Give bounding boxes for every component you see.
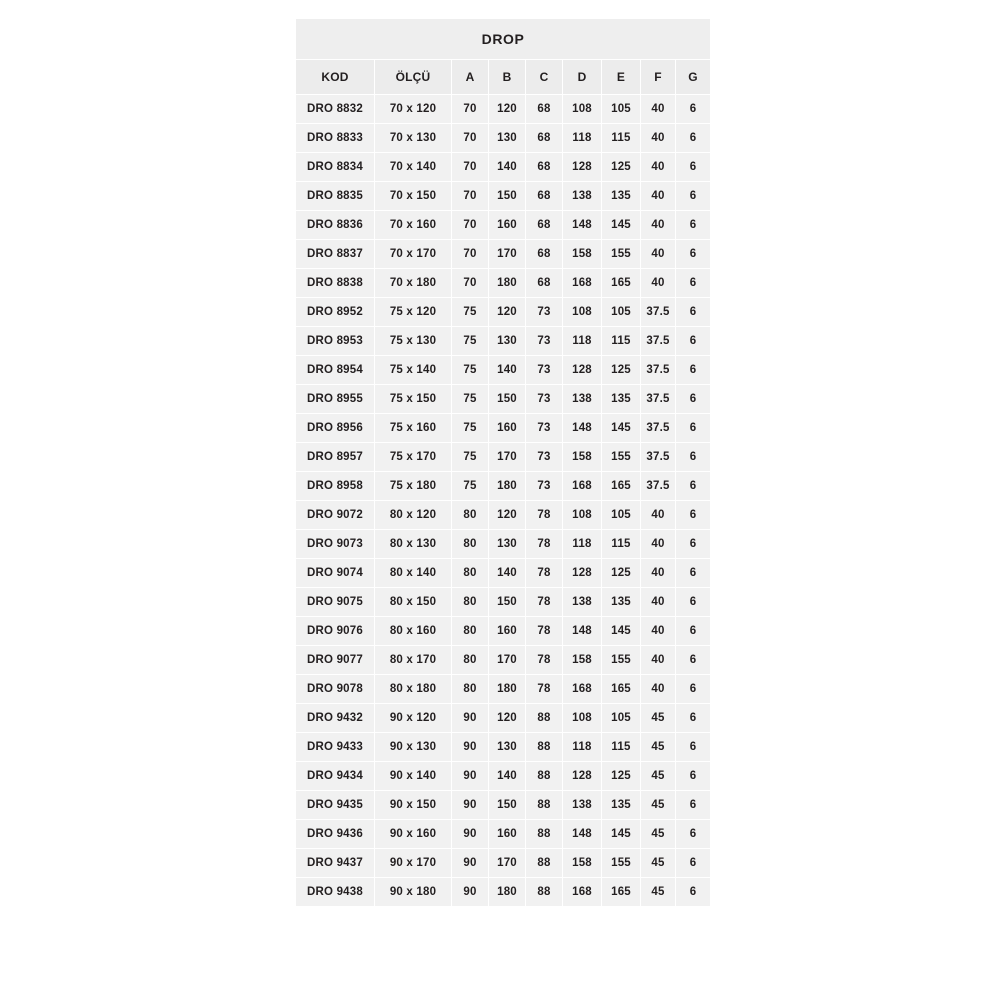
cell-b: 150 xyxy=(489,182,525,210)
cell-f: 45 xyxy=(641,762,675,790)
column-header-kod: KOD xyxy=(296,60,374,94)
cell-f: 37.5 xyxy=(641,385,675,413)
table-row xyxy=(296,327,710,355)
column-header-e: E xyxy=(602,60,640,94)
table-row xyxy=(296,675,710,703)
cell-d: 128 xyxy=(563,559,601,587)
cell-g: 6 xyxy=(676,443,710,471)
cell-b: 120 xyxy=(489,95,525,123)
table-row xyxy=(296,95,710,123)
cell-c: 68 xyxy=(526,211,562,239)
cell-kod: DRO 8952 xyxy=(296,298,374,326)
cell-f: 40 xyxy=(641,646,675,674)
cell-kod: DRO 8956 xyxy=(296,414,374,442)
cell-a: 90 xyxy=(452,733,488,761)
cell-e: 165 xyxy=(602,675,640,703)
cell-kod: DRO 9078 xyxy=(296,675,374,703)
table-row xyxy=(296,704,710,732)
cell-kod: DRO 8955 xyxy=(296,385,374,413)
table-row xyxy=(296,472,710,500)
cell-a: 80 xyxy=(452,617,488,645)
cell-a: 75 xyxy=(452,414,488,442)
cell-a: 75 xyxy=(452,472,488,500)
cell-b: 150 xyxy=(489,588,525,616)
cell-f: 40 xyxy=(641,617,675,645)
cell-e: 105 xyxy=(602,298,640,326)
cell-a: 70 xyxy=(452,153,488,181)
table-row xyxy=(296,501,710,529)
cell-b: 170 xyxy=(489,646,525,674)
cell-e: 115 xyxy=(602,124,640,152)
cell-d: 108 xyxy=(563,704,601,732)
cell-d: 138 xyxy=(563,182,601,210)
cell-kod: DRO 9073 xyxy=(296,530,374,558)
cell-a: 80 xyxy=(452,675,488,703)
cell-olcu: 70 x 180 xyxy=(375,269,451,297)
cell-b: 180 xyxy=(489,675,525,703)
table-row xyxy=(296,791,710,819)
cell-f: 45 xyxy=(641,733,675,761)
cell-a: 90 xyxy=(452,762,488,790)
cell-g: 6 xyxy=(676,211,710,239)
table-title-row xyxy=(296,19,710,59)
column-header-a: A xyxy=(452,60,488,94)
cell-e: 165 xyxy=(602,269,640,297)
cell-olcu: 80 x 140 xyxy=(375,559,451,587)
cell-g: 6 xyxy=(676,849,710,877)
table-row xyxy=(296,182,710,210)
table-row xyxy=(296,211,710,239)
cell-e: 135 xyxy=(602,588,640,616)
cell-g: 6 xyxy=(676,588,710,616)
cell-e: 145 xyxy=(602,414,640,442)
cell-kod: DRO 8838 xyxy=(296,269,374,297)
cell-kod: DRO 9436 xyxy=(296,820,374,848)
cell-c: 73 xyxy=(526,385,562,413)
cell-b: 140 xyxy=(489,153,525,181)
cell-olcu: 75 x 140 xyxy=(375,356,451,384)
cell-f: 40 xyxy=(641,269,675,297)
cell-olcu: 75 x 150 xyxy=(375,385,451,413)
table-row xyxy=(296,240,710,268)
cell-kod: DRO 8832 xyxy=(296,95,374,123)
cell-olcu: 90 x 170 xyxy=(375,849,451,877)
cell-b: 180 xyxy=(489,878,525,906)
cell-c: 88 xyxy=(526,878,562,906)
cell-kod: DRO 8834 xyxy=(296,153,374,181)
cell-olcu: 90 x 180 xyxy=(375,878,451,906)
cell-d: 108 xyxy=(563,501,601,529)
cell-e: 145 xyxy=(602,211,640,239)
cell-kod: DRO 8958 xyxy=(296,472,374,500)
cell-b: 160 xyxy=(489,211,525,239)
table-row xyxy=(296,356,710,384)
cell-c: 73 xyxy=(526,298,562,326)
cell-kod: DRO 9434 xyxy=(296,762,374,790)
cell-d: 128 xyxy=(563,356,601,384)
cell-f: 40 xyxy=(641,588,675,616)
column-header-d: D xyxy=(563,60,601,94)
cell-e: 115 xyxy=(602,327,640,355)
cell-olcu: 80 x 150 xyxy=(375,588,451,616)
cell-f: 40 xyxy=(641,240,675,268)
cell-d: 138 xyxy=(563,588,601,616)
cell-olcu: 90 x 150 xyxy=(375,791,451,819)
cell-kod: DRO 9076 xyxy=(296,617,374,645)
cell-e: 135 xyxy=(602,791,640,819)
cell-kod: DRO 8833 xyxy=(296,124,374,152)
cell-kod: DRO 9435 xyxy=(296,791,374,819)
cell-g: 6 xyxy=(676,385,710,413)
cell-f: 40 xyxy=(641,211,675,239)
cell-b: 130 xyxy=(489,327,525,355)
cell-c: 78 xyxy=(526,675,562,703)
cell-d: 108 xyxy=(563,298,601,326)
cell-c: 68 xyxy=(526,95,562,123)
cell-g: 6 xyxy=(676,124,710,152)
cell-f: 37.5 xyxy=(641,443,675,471)
cell-e: 165 xyxy=(602,878,640,906)
cell-e: 155 xyxy=(602,646,640,674)
cell-g: 6 xyxy=(676,414,710,442)
table-row xyxy=(296,588,710,616)
cell-olcu: 75 x 170 xyxy=(375,443,451,471)
cell-kod: DRO 8837 xyxy=(296,240,374,268)
cell-olcu: 75 x 130 xyxy=(375,327,451,355)
table-row xyxy=(296,530,710,558)
cell-a: 80 xyxy=(452,646,488,674)
cell-g: 6 xyxy=(676,878,710,906)
cell-c: 88 xyxy=(526,733,562,761)
cell-kod: DRO 9075 xyxy=(296,588,374,616)
spec-table-container xyxy=(295,18,698,907)
cell-a: 70 xyxy=(452,95,488,123)
cell-a: 75 xyxy=(452,385,488,413)
cell-a: 80 xyxy=(452,530,488,558)
cell-d: 158 xyxy=(563,443,601,471)
cell-c: 73 xyxy=(526,414,562,442)
cell-a: 70 xyxy=(452,269,488,297)
cell-a: 80 xyxy=(452,588,488,616)
cell-f: 37.5 xyxy=(641,414,675,442)
cell-b: 160 xyxy=(489,414,525,442)
cell-e: 145 xyxy=(602,617,640,645)
cell-b: 160 xyxy=(489,820,525,848)
cell-b: 170 xyxy=(489,849,525,877)
cell-g: 6 xyxy=(676,269,710,297)
cell-a: 90 xyxy=(452,849,488,877)
cell-g: 6 xyxy=(676,472,710,500)
cell-a: 90 xyxy=(452,704,488,732)
cell-d: 128 xyxy=(563,762,601,790)
cell-olcu: 70 x 150 xyxy=(375,182,451,210)
cell-b: 130 xyxy=(489,733,525,761)
cell-d: 168 xyxy=(563,675,601,703)
cell-a: 70 xyxy=(452,182,488,210)
cell-c: 68 xyxy=(526,240,562,268)
cell-a: 70 xyxy=(452,211,488,239)
cell-b: 160 xyxy=(489,617,525,645)
cell-b: 150 xyxy=(489,791,525,819)
cell-d: 118 xyxy=(563,327,601,355)
cell-f: 40 xyxy=(641,530,675,558)
cell-olcu: 70 x 160 xyxy=(375,211,451,239)
cell-e: 105 xyxy=(602,95,640,123)
cell-f: 45 xyxy=(641,820,675,848)
cell-b: 170 xyxy=(489,443,525,471)
cell-a: 75 xyxy=(452,298,488,326)
cell-a: 90 xyxy=(452,820,488,848)
cell-d: 168 xyxy=(563,472,601,500)
cell-g: 6 xyxy=(676,675,710,703)
cell-d: 158 xyxy=(563,646,601,674)
table-row xyxy=(296,385,710,413)
cell-kod: DRO 8954 xyxy=(296,356,374,384)
cell-g: 6 xyxy=(676,704,710,732)
cell-g: 6 xyxy=(676,791,710,819)
table-row xyxy=(296,849,710,877)
cell-f: 40 xyxy=(641,675,675,703)
cell-b: 120 xyxy=(489,704,525,732)
table-row xyxy=(296,762,710,790)
cell-d: 148 xyxy=(563,820,601,848)
cell-g: 6 xyxy=(676,182,710,210)
table-row xyxy=(296,269,710,297)
cell-e: 125 xyxy=(602,356,640,384)
table-row xyxy=(296,820,710,848)
cell-a: 80 xyxy=(452,559,488,587)
cell-e: 125 xyxy=(602,153,640,181)
cell-g: 6 xyxy=(676,95,710,123)
cell-g: 6 xyxy=(676,646,710,674)
cell-b: 180 xyxy=(489,269,525,297)
cell-olcu: 80 x 130 xyxy=(375,530,451,558)
cell-f: 40 xyxy=(641,124,675,152)
cell-kod: DRO 9432 xyxy=(296,704,374,732)
cell-d: 148 xyxy=(563,617,601,645)
cell-kod: DRO 9074 xyxy=(296,559,374,587)
cell-c: 88 xyxy=(526,704,562,732)
cell-d: 168 xyxy=(563,878,601,906)
cell-e: 125 xyxy=(602,762,640,790)
cell-olcu: 70 x 170 xyxy=(375,240,451,268)
cell-kod: DRO 9437 xyxy=(296,849,374,877)
cell-c: 73 xyxy=(526,327,562,355)
cell-e: 115 xyxy=(602,733,640,761)
table-row xyxy=(296,443,710,471)
cell-f: 37.5 xyxy=(641,472,675,500)
cell-a: 80 xyxy=(452,501,488,529)
table-row xyxy=(296,733,710,761)
cell-b: 140 xyxy=(489,559,525,587)
cell-g: 6 xyxy=(676,733,710,761)
table-row xyxy=(296,559,710,587)
cell-c: 88 xyxy=(526,849,562,877)
cell-kod: DRO 8957 xyxy=(296,443,374,471)
cell-c: 88 xyxy=(526,791,562,819)
cell-a: 75 xyxy=(452,327,488,355)
cell-olcu: 75 x 180 xyxy=(375,472,451,500)
column-header-b: B xyxy=(489,60,525,94)
cell-d: 118 xyxy=(563,530,601,558)
column-header-c: C xyxy=(526,60,562,94)
table-row xyxy=(296,153,710,181)
cell-f: 45 xyxy=(641,849,675,877)
cell-c: 78 xyxy=(526,530,562,558)
cell-g: 6 xyxy=(676,327,710,355)
cell-b: 120 xyxy=(489,501,525,529)
cell-f: 37.5 xyxy=(641,298,675,326)
cell-d: 158 xyxy=(563,849,601,877)
cell-f: 40 xyxy=(641,153,675,181)
table-row xyxy=(296,298,710,326)
cell-olcu: 90 x 120 xyxy=(375,704,451,732)
cell-olcu: 90 x 160 xyxy=(375,820,451,848)
cell-e: 135 xyxy=(602,385,640,413)
cell-g: 6 xyxy=(676,298,710,326)
column-header-f: F xyxy=(641,60,675,94)
table-row xyxy=(296,617,710,645)
cell-c: 68 xyxy=(526,269,562,297)
cell-a: 75 xyxy=(452,443,488,471)
cell-kod: DRO 9433 xyxy=(296,733,374,761)
cell-g: 6 xyxy=(676,240,710,268)
cell-c: 88 xyxy=(526,762,562,790)
cell-f: 40 xyxy=(641,559,675,587)
cell-c: 78 xyxy=(526,646,562,674)
cell-c: 68 xyxy=(526,124,562,152)
cell-e: 155 xyxy=(602,443,640,471)
cell-c: 78 xyxy=(526,501,562,529)
cell-g: 6 xyxy=(676,617,710,645)
cell-c: 78 xyxy=(526,588,562,616)
drop-spec-table xyxy=(295,18,711,907)
cell-g: 6 xyxy=(676,153,710,181)
cell-c: 73 xyxy=(526,356,562,384)
cell-olcu: 80 x 170 xyxy=(375,646,451,674)
cell-e: 125 xyxy=(602,559,640,587)
table-row xyxy=(296,124,710,152)
column-header-olcu: ÖLÇÜ xyxy=(375,60,451,94)
cell-e: 165 xyxy=(602,472,640,500)
cell-f: 45 xyxy=(641,704,675,732)
cell-c: 73 xyxy=(526,443,562,471)
cell-d: 138 xyxy=(563,791,601,819)
cell-c: 88 xyxy=(526,820,562,848)
cell-c: 68 xyxy=(526,153,562,181)
cell-olcu: 80 x 160 xyxy=(375,617,451,645)
cell-d: 148 xyxy=(563,414,601,442)
cell-olcu: 80 x 120 xyxy=(375,501,451,529)
cell-olcu: 90 x 140 xyxy=(375,762,451,790)
cell-b: 150 xyxy=(489,385,525,413)
cell-kod: DRO 9072 xyxy=(296,501,374,529)
cell-b: 180 xyxy=(489,472,525,500)
cell-e: 135 xyxy=(602,182,640,210)
cell-d: 128 xyxy=(563,153,601,181)
cell-c: 78 xyxy=(526,617,562,645)
table-header xyxy=(296,19,710,94)
cell-a: 75 xyxy=(452,356,488,384)
cell-g: 6 xyxy=(676,820,710,848)
cell-g: 6 xyxy=(676,762,710,790)
cell-e: 155 xyxy=(602,240,640,268)
cell-g: 6 xyxy=(676,559,710,587)
cell-c: 68 xyxy=(526,182,562,210)
cell-kod: DRO 8836 xyxy=(296,211,374,239)
cell-olcu: 75 x 160 xyxy=(375,414,451,442)
cell-olcu: 70 x 140 xyxy=(375,153,451,181)
cell-b: 140 xyxy=(489,356,525,384)
column-header-g: G xyxy=(676,60,710,94)
cell-e: 145 xyxy=(602,820,640,848)
cell-a: 70 xyxy=(452,240,488,268)
cell-kod: DRO 9438 xyxy=(296,878,374,906)
cell-f: 45 xyxy=(641,791,675,819)
cell-f: 40 xyxy=(641,501,675,529)
cell-f: 40 xyxy=(641,95,675,123)
cell-d: 138 xyxy=(563,385,601,413)
cell-d: 118 xyxy=(563,733,601,761)
cell-kod: DRO 9077 xyxy=(296,646,374,674)
cell-c: 73 xyxy=(526,472,562,500)
cell-a: 70 xyxy=(452,124,488,152)
cell-b: 130 xyxy=(489,530,525,558)
cell-c: 78 xyxy=(526,559,562,587)
cell-b: 130 xyxy=(489,124,525,152)
cell-e: 115 xyxy=(602,530,640,558)
table-body xyxy=(296,95,710,906)
cell-olcu: 70 x 120 xyxy=(375,95,451,123)
table-column-header-row xyxy=(296,60,710,94)
cell-d: 108 xyxy=(563,95,601,123)
cell-f: 37.5 xyxy=(641,327,675,355)
cell-e: 105 xyxy=(602,704,640,732)
cell-kod: DRO 8835 xyxy=(296,182,374,210)
table-row xyxy=(296,878,710,906)
cell-e: 105 xyxy=(602,501,640,529)
cell-a: 90 xyxy=(452,878,488,906)
cell-b: 140 xyxy=(489,762,525,790)
cell-f: 40 xyxy=(641,182,675,210)
cell-f: 45 xyxy=(641,878,675,906)
cell-b: 120 xyxy=(489,298,525,326)
cell-g: 6 xyxy=(676,356,710,384)
cell-d: 148 xyxy=(563,211,601,239)
cell-b: 170 xyxy=(489,240,525,268)
table-row xyxy=(296,646,710,674)
table-row xyxy=(296,414,710,442)
table-title: DROP xyxy=(296,19,710,59)
cell-g: 6 xyxy=(676,501,710,529)
cell-d: 118 xyxy=(563,124,601,152)
cell-e: 155 xyxy=(602,849,640,877)
cell-olcu: 75 x 120 xyxy=(375,298,451,326)
cell-olcu: 90 x 130 xyxy=(375,733,451,761)
cell-olcu: 70 x 130 xyxy=(375,124,451,152)
cell-a: 90 xyxy=(452,791,488,819)
cell-d: 158 xyxy=(563,240,601,268)
cell-g: 6 xyxy=(676,530,710,558)
cell-olcu: 80 x 180 xyxy=(375,675,451,703)
cell-f: 37.5 xyxy=(641,356,675,384)
cell-kod: DRO 8953 xyxy=(296,327,374,355)
cell-d: 168 xyxy=(563,269,601,297)
